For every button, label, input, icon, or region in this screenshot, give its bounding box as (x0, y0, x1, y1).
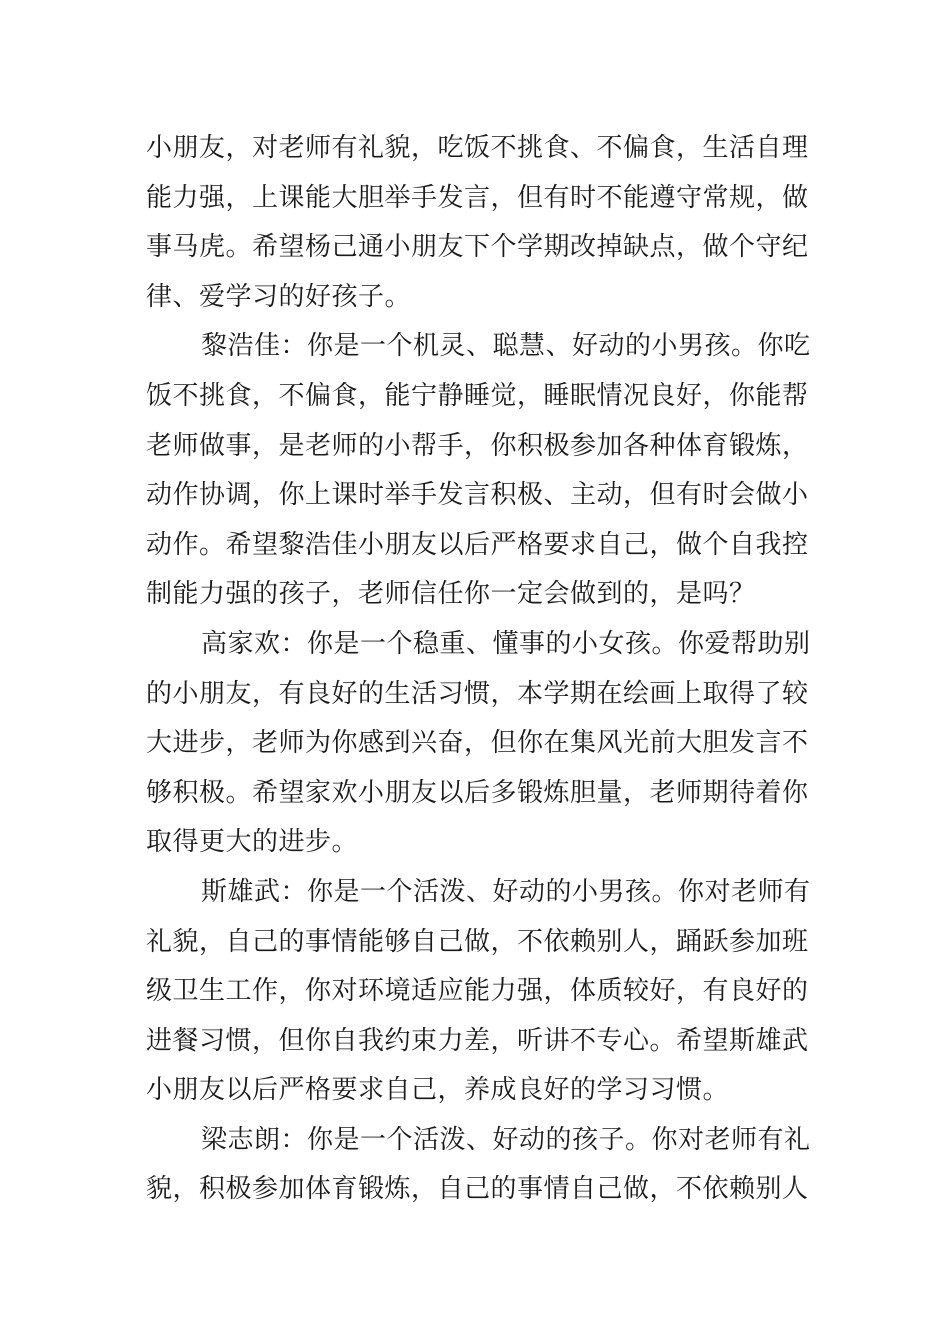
text-line: 制能力强的孩子，老师信任你一定会做到的，是吗？ (146, 579, 756, 610)
text-line: 大进步，老师为你感到兴奋，但你在集风光前大胆发言不 (146, 728, 809, 759)
text-line: 动作。希望黎浩佳小朋友以后严格要求自己，做个自我控 (146, 529, 809, 560)
text-line: 饭不挑食，不偏食，能宁静睡觉，睡眠情况良好，你能帮 (146, 380, 809, 411)
text-line: 貌，积极参加体育锻炼，自己的事情自己做，不依赖别人 (146, 1174, 809, 1205)
text-line: 够积极。希望家欢小朋友以后多锻炼胆量，老师期待着你 (146, 777, 809, 808)
document-page (146, 124, 811, 1215)
text-line: 进餐习惯，但你自我约束力差，听讲不专心。希望斯雄武 (146, 1025, 809, 1056)
paragraph-si-xiongwu (146, 868, 811, 1116)
text-line: 级卫生工作，你对环境适应能力强，体质较好，有良好的 (146, 976, 809, 1007)
text-line: 斯雄武：你是一个活泼、好动的小男孩。你对老师有 (201, 876, 811, 907)
text-line: 事马虎。希望杨己通小朋友下个学期改掉缺点，做个守纪 (146, 232, 809, 263)
text-line: 小朋友以后严格要求自己，养成良好的学习习惯。 (146, 1075, 730, 1106)
text-line: 小朋友，对老师有礼貌，吃饭不挑食、不偏食，生活自理 (146, 133, 809, 163)
text-line: 律、爱学习的好孩子。 (146, 281, 412, 312)
text-line: 梁志朗：你是一个活泼、好动的孩子。你对老师有礼 (201, 1124, 811, 1155)
text-line: 能力强，上课能大胆举手发言，但有时不能遵守常规，做 (146, 182, 809, 213)
text-line: 高家欢：你是一个稳重、懂事的小女孩。你爱帮助别 (201, 628, 811, 659)
text-line: 黎浩佳：你是一个机灵、聪慧、好动的小男孩。你吃 (201, 331, 811, 362)
text-line: 的小朋友，有良好的生活习惯，本学期在绘画上取得了较 (146, 678, 809, 709)
paragraph-gao-jiahuan (146, 620, 811, 868)
text-line: 取得更大的进步。 (146, 827, 359, 858)
text-line: 礼貌，自己的事情能够自己做，不依赖别人，踊跃参加班 (146, 926, 809, 957)
text-line: 老师做事，是老师的小帮手，你积极参加各种体育锻炼， (146, 430, 809, 461)
text-line: 动作协调，你上课时举手发言积极、主动，但有时会做小 (146, 480, 809, 511)
paragraph-liang-zhilang (146, 1116, 811, 1215)
paragraph-continuation (146, 124, 809, 322)
paragraph-li-haojia (146, 322, 811, 620)
